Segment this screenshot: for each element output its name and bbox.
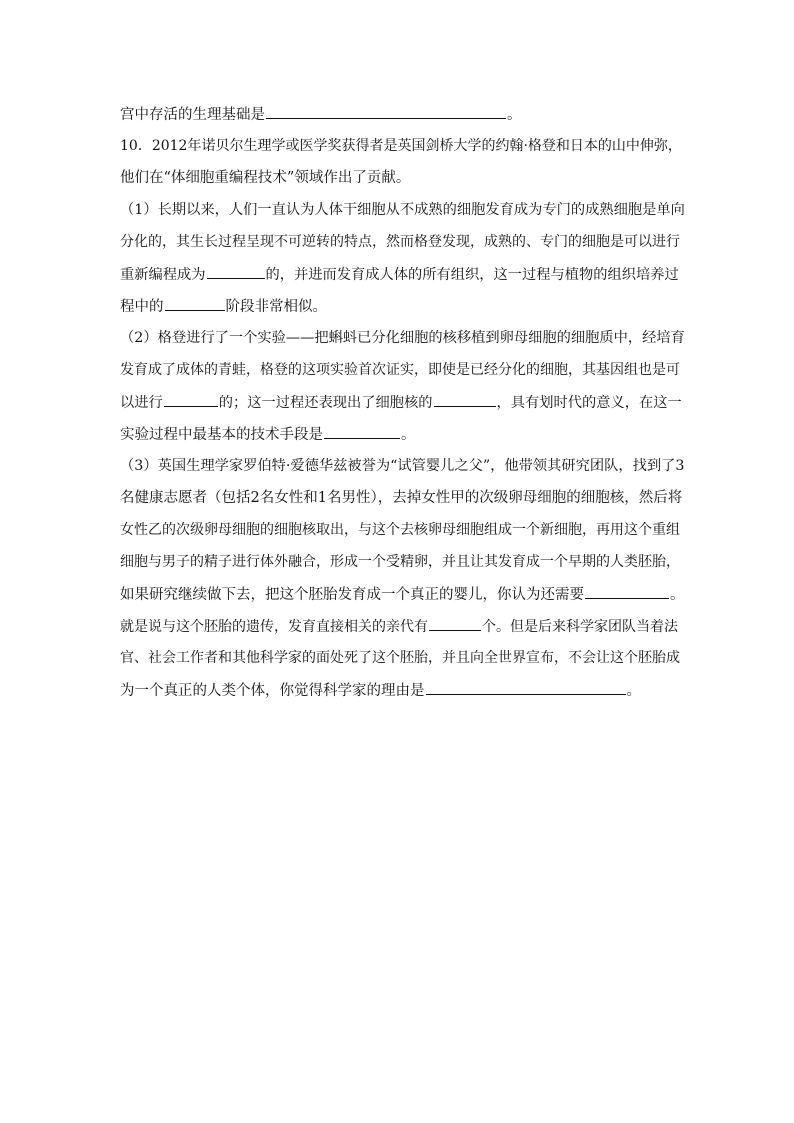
- part-3-line-3: 女性乙的次级卵母细胞的细胞核取出，与这个去核卵母细胞组成一个新细胞，再用这个重组: [120, 522, 680, 538]
- part-1-line-4: 程中的 阶段非常相似。: [120, 296, 685, 317]
- part-3-line-1: （3）英国生理学家罗伯特·爱德华兹被誉为“试管婴儿之父”，他带领其研究团队，找到了3: [120, 458, 685, 474]
- answer-blank[interactable]: [266, 104, 506, 119]
- part-3-line-6: 就是说与这个胚胎的遗传，发育直接相关的亲代有 个。但是后来科学家团队当着法: [120, 616, 685, 637]
- part-1-line-1: （1）长期以来，人们一直认为人体干细胞从不成熟的细胞发育成为专门的成熟细胞是单向: [120, 202, 685, 218]
- answer-blank[interactable]: [165, 296, 225, 311]
- answer-blank[interactable]: [426, 680, 626, 695]
- part-2-line-2: 发育成了成体的青蛙，格登的这项实验首次证实，即使是已经分化的细胞，其基因组也是可: [120, 362, 680, 378]
- part-2-line-4: 实验过程中最基本的技术手段是 。: [120, 424, 685, 445]
- part-2-line-1: （2）格登进行了一个实验——把蝌蚪已分化细胞的核移植到卵母细胞的细胞质中，经培育: [120, 330, 685, 346]
- part-3-line-7: 官、社会工作者和其他科学家的面处死了这个胚胎，并且向全世界宣布，不会让这个胚胎成: [120, 650, 680, 666]
- part-3-line-5: 如果研究继续做下去，把这个胚胎发育成一个真正的婴儿，你认为还需要 。: [120, 584, 685, 605]
- answer-blank[interactable]: [434, 392, 496, 407]
- part-3-line-2: 名健康志愿者（包括2名女性和1名男性），去掉女性甲的次级卵母细胞的细胞核，然后将: [120, 490, 683, 506]
- part-1-line-3: 重新编程成为 的，并进而发育成人体的所有组织，这一过程与植物的组织培养过: [120, 264, 685, 285]
- question-10-heading: 10．2012年诺贝尔生理学或医学奖获得者是英国剑桥大学的约翰·格登和日本的山中伸弥，: [120, 138, 682, 154]
- answer-blank[interactable]: [207, 264, 265, 279]
- line-3: 他们在“体细胞重编程技术”领域作出了贡献。: [120, 170, 411, 186]
- part-3-line-4: 细胞与男子的精子进行体外融合，形成一个受精卵，并且让其发育成一个早期的人类胚胎，: [120, 554, 680, 570]
- part-3-line-8: 为一个真正的人类个体，你觉得科学家的理由是 。: [120, 680, 685, 701]
- answer-blank[interactable]: [429, 616, 481, 631]
- line-1: 宫中存活的生理基础是 。: [120, 104, 685, 125]
- answer-blank[interactable]: [164, 392, 218, 407]
- part-2-line-3: 以进行 的；这一过程还表现出了细胞核的 ，具有划时代的意义，在这一: [120, 392, 685, 413]
- answer-blank[interactable]: [585, 584, 669, 599]
- part-1-line-2: 分化的，其生长过程呈现不可逆转的特点，然而格登发现，成熟的、专门的细胞是可以进行: [120, 234, 680, 250]
- answer-blank[interactable]: [324, 424, 400, 439]
